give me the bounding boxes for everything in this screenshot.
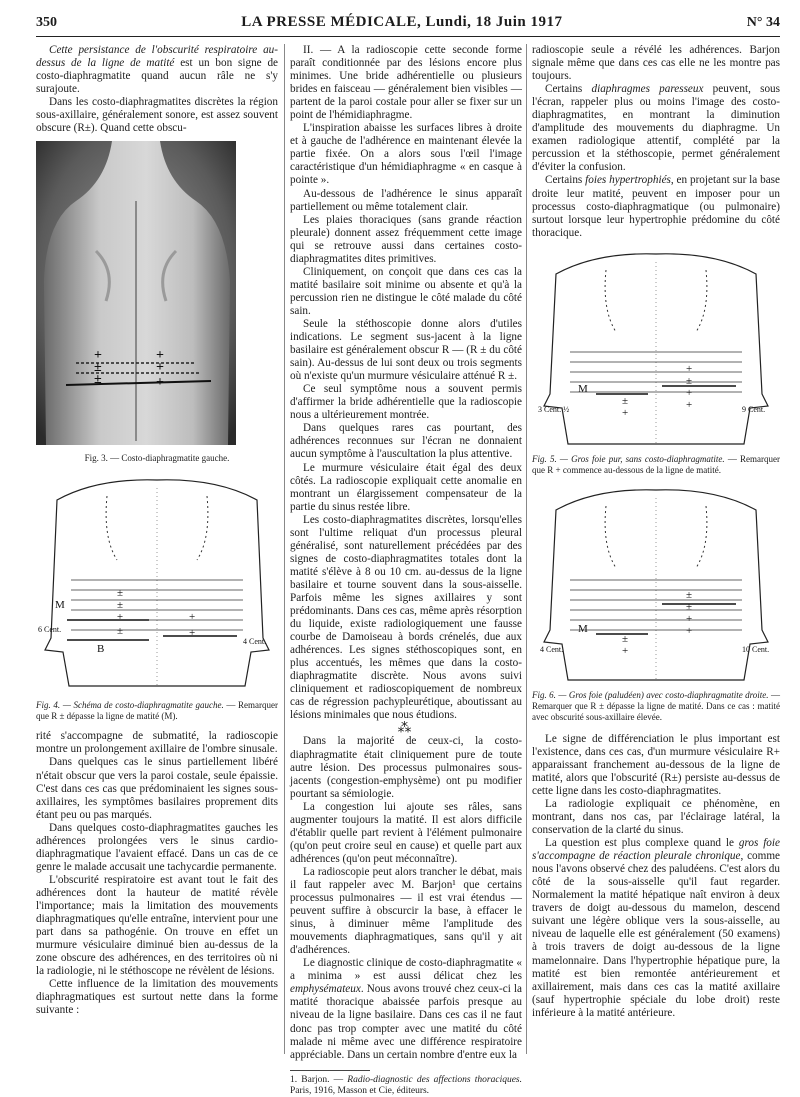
fig4-right-measure: 4 Cent. <box>243 637 267 647</box>
svg-text:+: + <box>189 611 196 624</box>
fig3-photograph <box>36 141 236 445</box>
fig3-caption: Fig. 3. — Costo-diaphragmatite gauche. <box>84 453 230 464</box>
svg-text:±: ± <box>94 372 102 388</box>
svg-text:+: + <box>189 627 196 640</box>
footnote: 1. Barjon. — Radio-diagnostic des affections thoraciques. Paris, 1916, Masson et Cie, éditeurs. <box>290 1074 522 1096</box>
svg-text:±: ± <box>622 394 629 407</box>
fig4-m-label: M <box>55 599 65 612</box>
paragraph: radioscopie seule a révélé les adhérences. Barjon signale même que dans ces cas elle ne les montre pas toujours. <box>532 44 780 83</box>
paragraph: Dans quelques rares cas pourtant, des adhérences reconnues sur l'écran ne donnaient aucun symptôme à l'auscultation la plus attentive. <box>290 422 522 461</box>
svg-text:+: + <box>156 375 164 391</box>
paragraph: La question est plus complexe quand le gros foie s'accompagne de réaction pleurale chronique, comme nous l'avons observé chez des paludéens. C'est alors du côté de la sous-aisselle qu'il faut regarder. Normalement la matité hépatique naît environ à deux travers de doigt au-dessous du mamelon, descend suivant une légère oblique vers la sous-aisselle, au niveau de laquelle elle est généralement (50 examens) à trois travers de doigt au-dessous de la ligne mamelonnaire. Dans l'hypertrophie hépatique pure, la matité est bien remontée antérieurement et axillairement, mais dans ces cas la matité axillaire (sauf hypertrophie spéciale du lobe droit) reste inférieure à la matité antérieure. <box>532 837 780 1019</box>
column-1 <box>36 44 278 1017</box>
fig4-caption: Fig. 4. — Schéma de costo-diaphragmatite gauche. — Remarquer que R ± dépasse la ligne de matité (M). <box>36 700 279 722</box>
svg-text:±: ± <box>686 374 693 387</box>
paragraph: Les plaies thoraciques (sans grande réaction pleurale) donnent assez fréquemment cette image qui se retrouve aussi dans certaines costo-diaphragmatites dites primitives. <box>290 213 522 265</box>
fig6-diagram <box>536 480 776 688</box>
svg-text:+: + <box>94 348 102 364</box>
svg-text:±: ± <box>686 588 693 601</box>
paragraph: La radioscopie peut alors trancher le débat, mais il faut rappeler avec M. Barjon¹ que certains processus pulmonaires — il est vrai étendus — peuvent suffire à obscurcir la base, à effacer le sinus, à diminuer même l'amplitude des mouvements diaphragmatiques, sans qu'il y ait d'adhérences. <box>290 865 522 957</box>
fig4-diagram <box>37 468 277 698</box>
paragraph: L'obscurité respiratoire est avant tout le fait des adhérences dont la hauteur de matité révèle l'importance; mais la limitation des mouvements diaphragmatiques qu'elle entraîne, intervient pour une part dans sa pathogénie. On trouve en effet un murmure vésiculaire diminué bien au-dessus de la zone obscure des adhérences, en des territoires où ni la radiologie, ni le stéthoscope ne révèlent de lésions. <box>36 873 278 978</box>
paragraph: Le diagnostic clinique de costo-diaphragmatite « a minima » est aussi délicat chez les emphysémateux. Nous avons trouvé chez ceux-ci la matité thoracique abaissée parfois presque au niveau de la ligne basilaire. Dans ces cas il ne faut donc pas trop compter avec une matité du côté malade ni même avec une différence respiratoire appréciable. Dans un certain nombre d'entre eux la <box>290 957 522 1061</box>
fig5-caption: Fig. 5. — Gros foie pur, sans costo-diaphragmatite. — Remarquer que R + commence au-dessous de la ligne de matité. <box>532 453 781 475</box>
svg-text:+: + <box>156 360 164 376</box>
journal-title: LA PRESSE MÉDICALE, Lundi, 18 Juin 1917 <box>241 14 563 30</box>
fig5-m-label: M <box>578 382 588 395</box>
fig6-m-label: M <box>578 622 588 635</box>
svg-text:±: ± <box>117 599 124 612</box>
fig6-left-measure: 4 Cent. <box>540 644 564 654</box>
paragraph: Certains diaphragmes paresseux peuvent, sous l'écran, rappeler plus ou moins l'image des costo-diaphragmatites, en montrant la diminution d'amplitude des mouvements du diaphragme. Un examen radiologique attentif, complété par la percussion et la stéthoscopie, permet généralement d'éviter la confusion. <box>532 83 780 174</box>
svg-text:+: + <box>622 644 629 657</box>
paragraph: Certains foies hypertrophiés, en projetant sur la base droite leur matité, peuvent en imposer pour un processus costo-diaphragmatique (ou pulmonaire) surtout lorsque leur hypertrophie prédomine du côté thoracique. <box>532 174 780 239</box>
footnote-rule <box>290 1070 370 1071</box>
paragraph: Dans la majorité de ceux-ci, la costo-diaphragmatite était cliniquement pure de toute autre lésion. Des processus pulmonaires sous-jacents (congestion-emphysème) ont pu modifier pourtant sa sémiologie. <box>290 735 522 800</box>
svg-text:+: + <box>686 398 693 411</box>
svg-text:+: + <box>686 624 693 637</box>
paragraph: La congestion lui ajoute ses râles, sans augmenter toujours la matité. Il est alors difficile d'établir quelle part revient à l'élément pulmonaire (qu'on peut croire seul en cause) et quelle part aux adhérences (qu'on peut méconnaître). <box>290 800 522 865</box>
fig6-caption: Fig. 6. — Gros foie (paludéen) avec costo-diaphragmatite droite. — Remarquer que R ± dépasse la ligne de matité. Dans ce cas : matité avec obscurité sous-axillaire élevée. <box>532 689 781 722</box>
svg-text:±: ± <box>622 632 629 645</box>
paragraph: Dans quelques cas le sinus partiellement libéré n'était obscur que vers la paroi costale, seule épaissie. C'est dans ces cas que prédominaient les signes sous-axillaires, les symptômes basilaires proprement dits étant peu ou pas marqués. <box>36 756 278 821</box>
paragraph: Ce seul symptôme nous a souvent permis d'affirmer la bride adhérentielle que la radioscopie nous a ultérieurement montrée. <box>290 383 522 422</box>
column-2 <box>290 44 522 1097</box>
fig4-b-label: B <box>97 643 105 656</box>
svg-text:+: + <box>156 348 164 364</box>
paragraph: Les costo-diaphragmatites discrètes, lorsqu'elles sont l'ultime reliquat d'un processus pleural généralisé, sont naturellement précédées par des signes de costo-diaphragmatites totales dont la matité s'élève à 8 ou 10 cm. au-dessus de la ligne basilaire et tourne souvent dans la sous-aisselle. Parfois même les signes axillaires y sont prédominants. Dans ces cas, même après résorption du liquide, existe radiologiquement une fausse courbe de Damoiseau à bords crénelés, due aux adhérences. Les signes stéthoscopiques sont, en plus accentués, les mêmes que dans la costo-diaphragmatite discrète. Nous avons suivi cliniquement et radioscopiquement de nombreux cas de régression pachypleurétique, aboutissant au lésions minimales que nous étudions. <box>290 513 522 722</box>
fig6-right-measure: 10 Cent. <box>742 644 770 654</box>
paragraph: Cliniquement, on conçoit que dans ces cas la matité basilaire soit minime ou absente et qu'à la percussion rien ne distingue le côté malade du côté sain. <box>290 265 522 317</box>
svg-text:±: ± <box>117 587 124 600</box>
fig5-right-measure: 9 Cent. <box>742 404 766 414</box>
column-3 <box>532 44 780 1020</box>
svg-text:+: + <box>686 386 693 399</box>
page-header <box>36 14 780 36</box>
paragraph: Seule la stéthoscopie donne alors d'utiles indications. Le segment sus-jacent à la ligne basilaire est généralement obscur R — (R ± du côté sain). Au-dessus de lui sont deux ou trois segments où n'existe qu'un murmure vésiculaire atténué R ±. <box>290 317 522 383</box>
paragraph: Cette influence de la limitation des mouvements diaphragmatiques est surtout nette dans la forme suivante : <box>36 978 278 1017</box>
paragraph: Dans quelques costo-diaphragmatites gauches les adhérences prolongées vers le sinus cardio-diaphragmatique l'avaient effacé. Dans un cas de ce genre le malade accusait une tachycardie permanente. <box>36 821 278 873</box>
paragraph: rité s'accompagne de submatité, la radioscopie montre un prolongement axillaire de l'ombre sinusale. <box>36 730 278 756</box>
column-divider-1 <box>284 44 285 1054</box>
fig4-left-measure: 6 Cent. <box>38 625 62 635</box>
fig5-left-measure: 3 Cent. ½ <box>538 404 570 414</box>
paragraph: II. — A la radioscopie cette seconde forme paraît conditionnée par des lésions encore plus minimes. Une bride adhérentielle ou plusieurs brides en faisceau — généralement bien visibles — partent de la paroi costale pour aller se fixer sur un point de l'hémidiaphragme. <box>290 44 522 122</box>
svg-text:±: ± <box>686 600 693 613</box>
svg-text:+: + <box>686 612 693 625</box>
svg-text:±: ± <box>94 360 102 376</box>
svg-text:±: ± <box>117 611 124 624</box>
svg-text:+: + <box>622 406 629 419</box>
paragraph: L'inspiration abaisse les surfaces libres à droite et à gauche de l'adhérence en maintenant élevée la partie fixée. On a alors sous l'œil l'image caractéristique d'un hémidiaphragme « en casque à pointe ». <box>290 122 522 187</box>
fig5-diagram <box>536 244 776 452</box>
paragraph: Au-dessous de l'adhérence le sinus apparaît partiellement ou même totalement clair. <box>290 187 522 213</box>
header-rule <box>36 36 780 37</box>
paragraph: La radiologie expliquait ce phénomène, en montrant, dans nos cas, par l'éclairage latéral, la conservation de la clarté du sinus. <box>532 797 780 837</box>
svg-text:±: ± <box>117 625 124 638</box>
paragraph: Dans les costo-diaphragmatites discrètes la région sous-axillaire, généralement sonore, est assez souvent obscure (R±). Quand cette obscu- <box>36 96 278 135</box>
paragraph: Cette persistance de l'obscurité respiratoire au-dessus de la ligne de matité est un bon signe de costo-diaphragmatite quand aucun râle ne s'y surajoute. <box>36 44 279 96</box>
section-ornament: ⁂ <box>397 721 415 737</box>
paragraph: Le murmure vésiculaire était égal des deux côtés. La radioscopie expliquait cette anomalie en montrant un élargissement compensateur de la partie du sinus restée libre. <box>290 461 522 513</box>
column-divider-2 <box>526 44 527 1054</box>
page-number: 350 <box>36 15 57 30</box>
paragraph: Le signe de différenciation le plus important est l'existence, dans ces cas, d'un murmure vésiculaire R+ apparaissant franchement au-dessous de la ligne de matité, alors que l'obscurité (R±) persiste au-dessus de cette ligne dans les costo-diaphragmatites. <box>532 732 780 797</box>
issue-number: N° 34 <box>746 15 780 30</box>
svg-text:+: + <box>686 362 693 375</box>
